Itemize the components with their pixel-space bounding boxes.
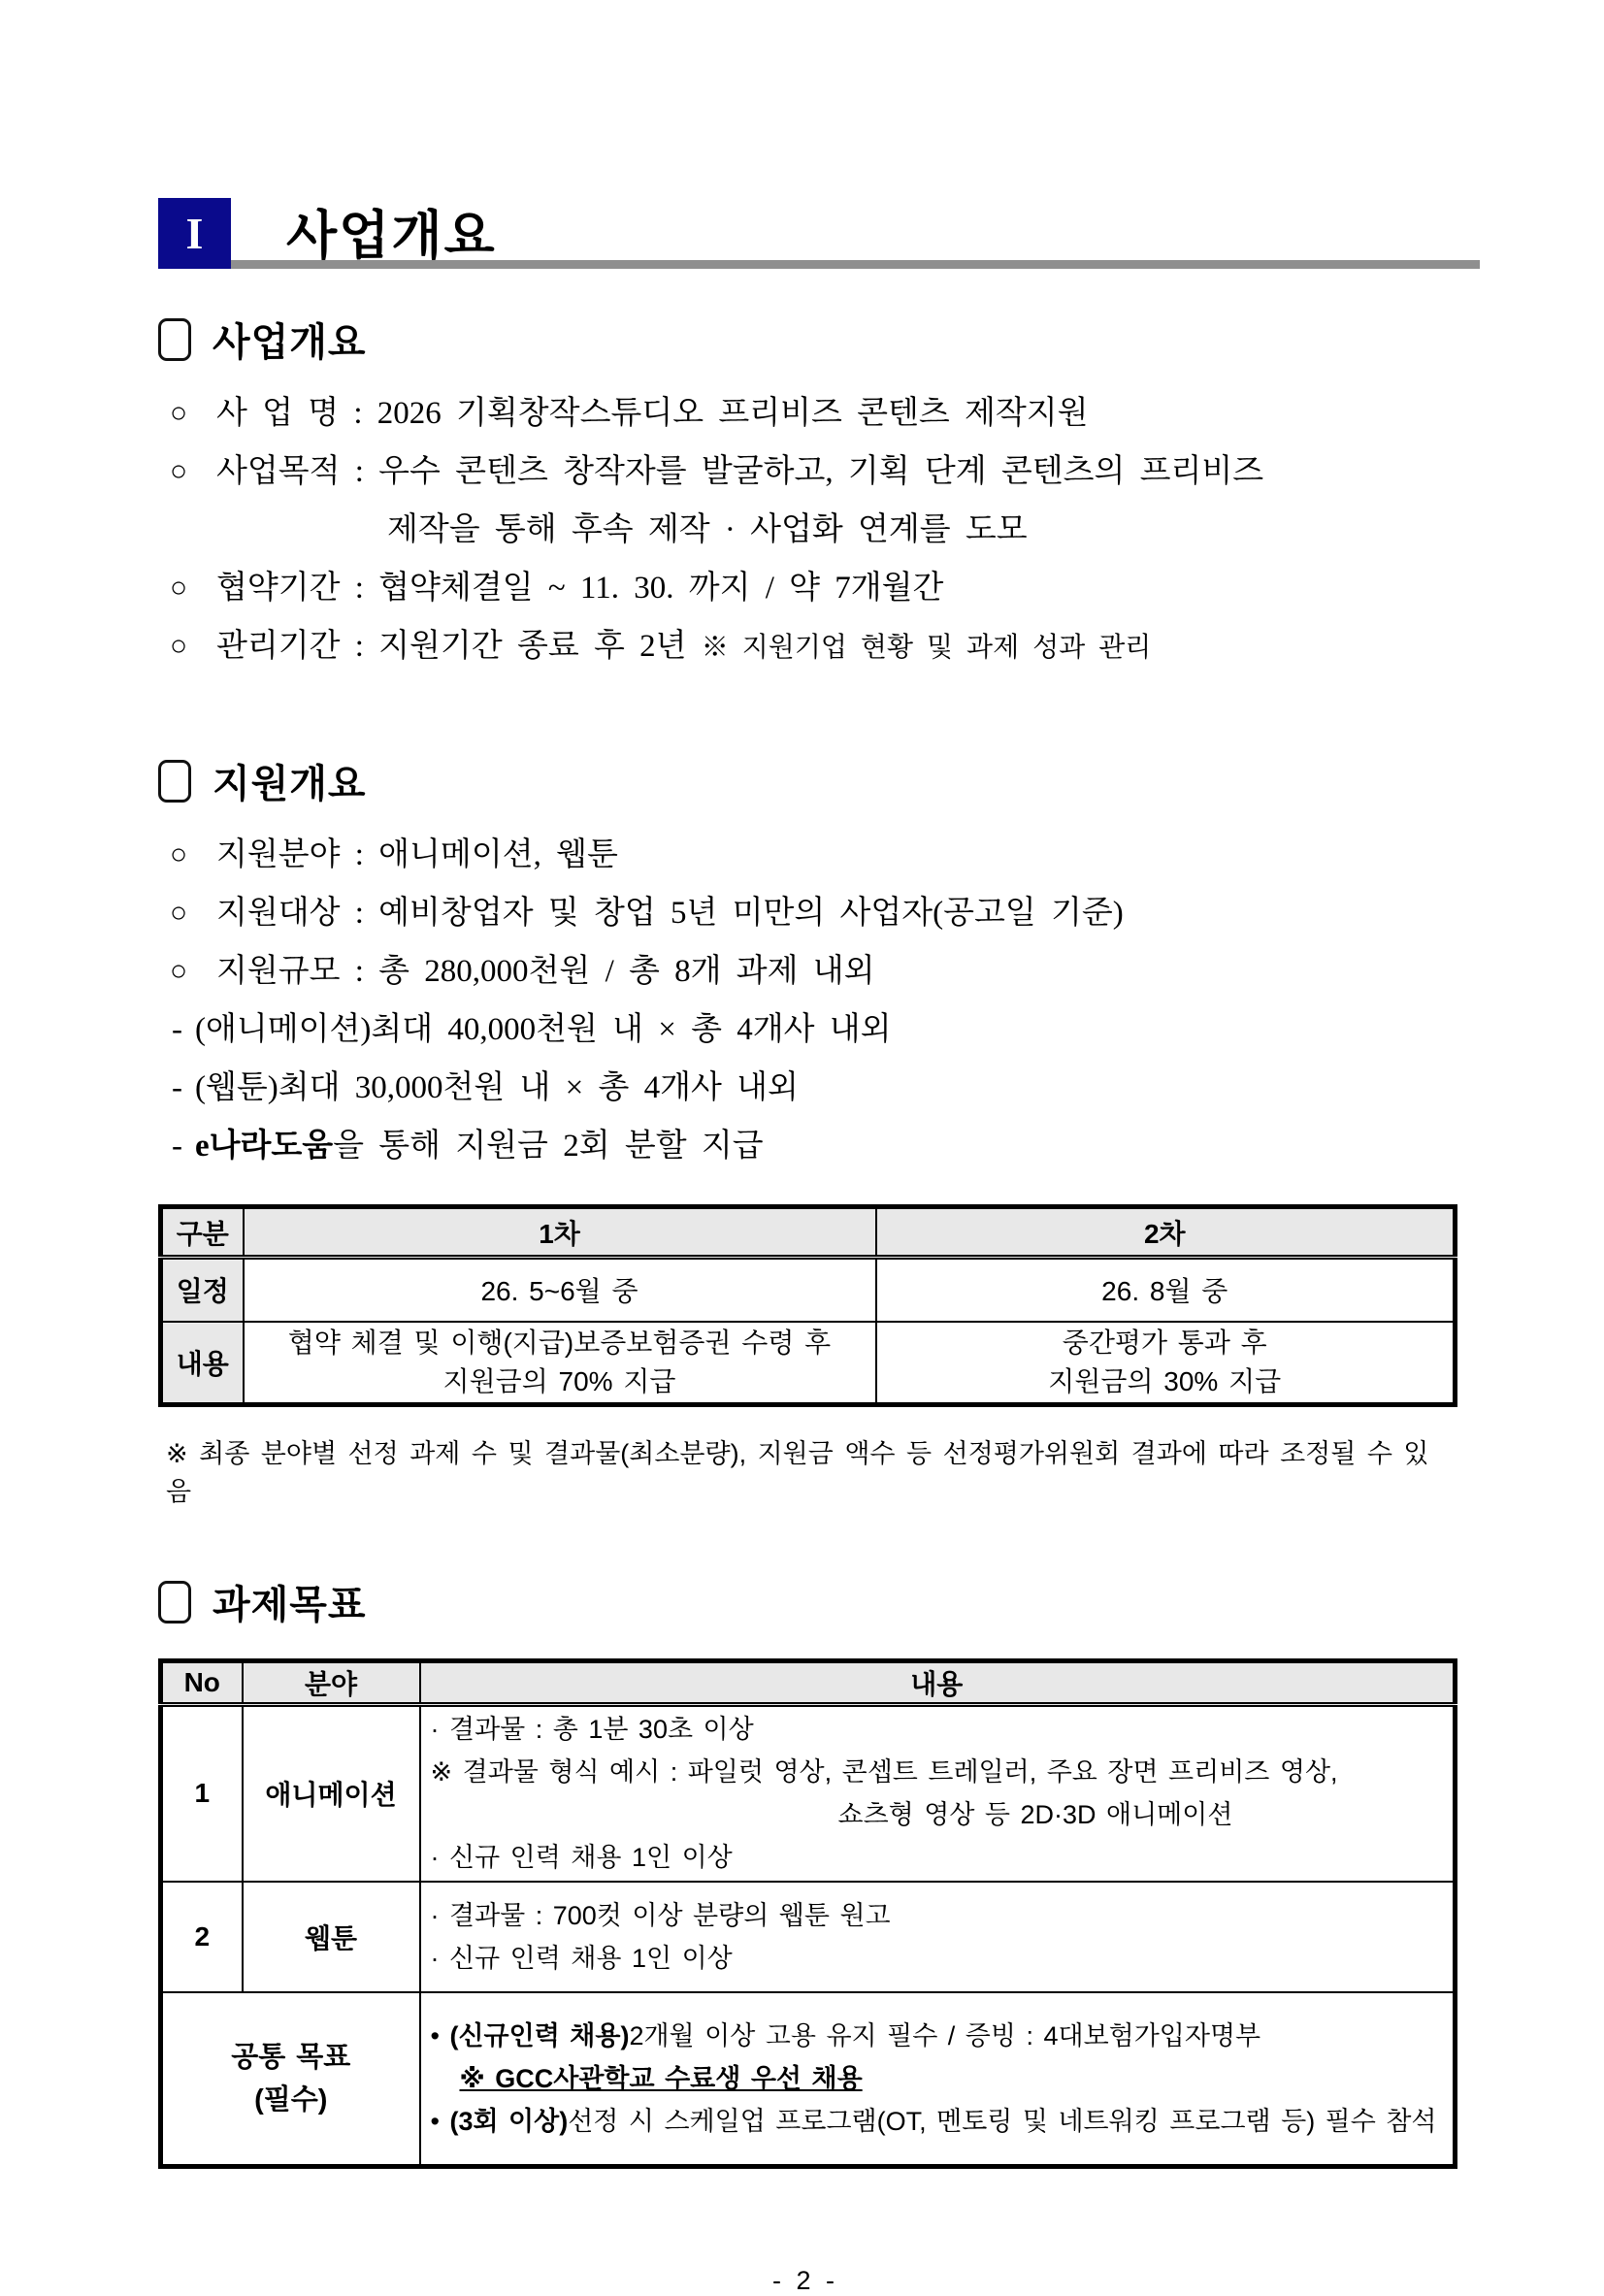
section-title: 과제목표 [213,1584,367,1626]
table-cell: 26. 8월 중 [876,1258,1456,1322]
table-cell [420,1992,1456,2167]
column-header: 분야 [243,1661,420,1705]
cell-line: 지원금의 30% 지급 [1048,1365,1282,1396]
cell-line: • (신규인력 채용)2개월 이상 고용 유지 필수 / 증빙 : 4대보험가입자명부 [430,2020,1261,2050]
item-text: 지원규모 : 총 280,000천원 / 총 8개 과제 내외 [216,954,875,989]
section-heading-goals [158,1574,1453,1629]
row-number: 1 [161,1705,243,1882]
chapter-number-box [158,198,231,269]
dash-bullet: - [172,1012,182,1047]
table-cell [244,1322,876,1405]
circle-bullet-icon: ○ [170,955,188,987]
label-line: (필수) [254,2083,328,2116]
subitem-text: (웹툰)최대 30,000천원 내 × 총 4개사 내외 [195,1070,799,1105]
table-cell [420,1882,1456,1992]
column-header: 내용 [420,1661,1456,1705]
payment-schedule-table [158,1204,1457,1407]
chapter-header [158,198,1453,269]
rounded-square-icon [158,1581,191,1624]
list-item [158,443,1453,559]
item-text: 사 업 명 : 2026 기획창작스튜디오 프리비즈 콘텐츠 제작지원 [216,396,1089,431]
item-note: ※ 지원기업 현황 및 과제 성과 관리 [701,633,1152,663]
page-number: - 2 - [771,2266,838,2295]
cell-line-gcc-note: ※ GCC사관학교 수료생 우선 채용 [459,2063,863,2093]
cell-line: · 신규 인력 채용 1인 이상 [430,1843,733,1873]
field-name: 웹툰 [243,1882,420,1992]
item-text-main: 관리기간 : 지원기간 종료 후 2년 [216,629,687,664]
item-text: 지원분야 : 애니메이션, 웹툰 [216,837,618,872]
rounded-square-icon [158,318,191,361]
circle-bullet-icon: ○ [170,572,188,604]
item-text: 지원대상 : 예비창업자 및 창업 5년 미만의 사업자(공고일 기준) [216,896,1124,931]
cell-line: · 신규 인력 채용 1인 이상 [430,1943,733,1973]
goals-table [158,1658,1457,2169]
table-row-animation [161,1705,1456,1882]
circle-bullet-icon: ○ [170,630,188,662]
table-header-row [161,1207,1456,1258]
column-header: 구분 [161,1207,244,1258]
table-row [161,1258,1456,1322]
common-goal-label [161,1992,420,2167]
table-cell [420,1705,1456,1882]
overview-item-list [158,384,1453,677]
item-text-line2: 제작을 통해 후속 제작 · 사업화 연계를 도모 [387,512,1028,547]
dash-bullet: - [172,1070,182,1105]
list-subitem [158,1117,1453,1175]
item-text [216,443,1263,559]
chapter-title: 사업개요 [286,207,497,265]
cell-line: 지원금의 70% 지급 [442,1365,676,1396]
row-number: 2 [161,1882,243,1992]
dash-bullet: - [172,1129,182,1164]
chapter-numeral: I [185,209,204,258]
table-header-row [161,1661,1456,1705]
cell-line: ※ 결과물 형식 예시 : 파일럿 영상, 콘셉트 트레일러, 주요 장면 프리비즈 영상, [430,1757,1338,1788]
list-item [158,384,1453,443]
circle-bullet-icon: ○ [170,397,188,429]
item-text: 협약기간 : 협약체결일 ~ 11. 30. 까지 / 약 7개월간 [216,571,944,606]
section-title: 사업개요 [213,321,367,364]
label-line: 공통 목표 [231,2041,351,2073]
list-item [158,826,1453,884]
field-name: 애니메이션 [243,1705,420,1882]
list-subitem [158,1059,1453,1117]
subitem-bold-lead: e나라도움 [195,1129,334,1164]
cell-line: · 결과물 : 700컷 이상 분량의 웹툰 원고 [430,1900,891,1930]
support-item-list [158,826,1453,1175]
circle-bullet-icon: ○ [170,838,188,870]
cell-line: 중간평가 통과 후 [1062,1327,1267,1358]
circle-bullet-icon: ○ [170,897,188,929]
item-text-line1: 사업목적 : 우수 콘텐츠 창작자를 발굴하고, 기획 단계 콘텐츠의 프리비즈 [216,454,1264,489]
cell-line: · 결과물 : 총 1분 30초 이상 [430,1715,754,1745]
table-cell: 26. 5~6월 중 [244,1258,876,1322]
list-item [158,617,1453,677]
section-heading-overview [158,312,1453,367]
list-subitem [158,1000,1453,1059]
rounded-square-icon [158,760,191,803]
cell-line: 쇼츠형 영상 등 2D·3D 애니메이션 [837,1800,1233,1830]
subitem-text: e나라도움을 통해 지원금 2회 분할 지급 [195,1129,764,1164]
list-item [158,559,1453,617]
list-item [158,884,1453,942]
table-cell [876,1322,1456,1405]
table-row [161,1322,1456,1405]
item-text [216,617,1151,677]
table-row-webtoon [161,1882,1456,1992]
cell-line: 협약 체결 및 이행(지급)보증보험증권 수령 후 [287,1327,832,1358]
subitem-text: (애니메이션)최대 40,000천원 내 × 총 4개사 내외 [195,1012,892,1047]
circle-bullet-icon: ○ [170,455,188,487]
row-label: 일정 [161,1258,244,1322]
cell-line: • (3회 이상)선정 시 스케일업 프로그램(OT, 멘토링 및 네트워킹 프로그램 등) 필수 참석 [430,2106,1437,2136]
column-header: No [161,1661,243,1705]
table-footnote: ※ 최종 분야별 선정 과제 수 및 결과물(최소분량), 지원금 액수 등 선정평가위원회 결과에 따라 조정될 수 있음 [166,1439,1429,1506]
column-header: 1차 [244,1207,876,1258]
section-title: 지원개요 [213,763,367,805]
list-item [158,942,1453,1000]
row-label: 내용 [161,1322,244,1405]
table-row-common-goals [161,1992,1456,2167]
section-heading-support [158,753,1453,808]
column-header: 2차 [876,1207,1456,1258]
